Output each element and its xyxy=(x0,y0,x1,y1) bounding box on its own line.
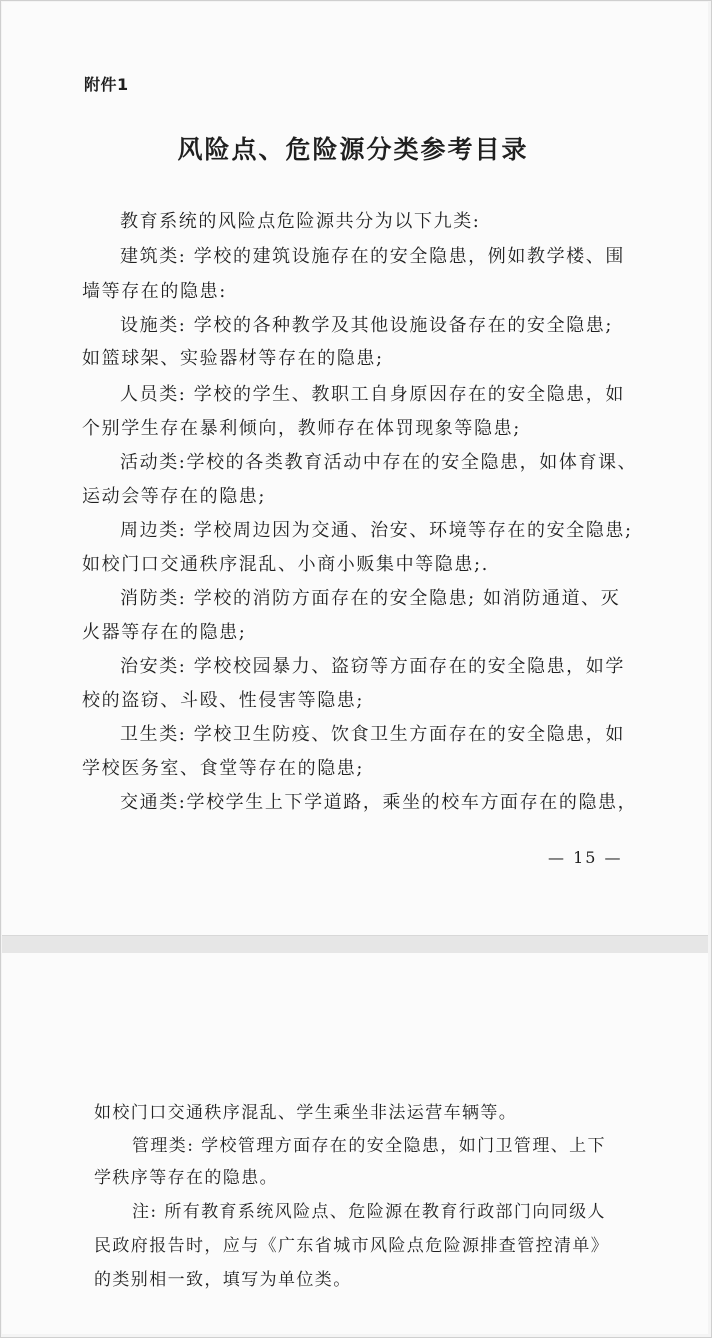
page-number: — 15 — xyxy=(548,848,623,867)
text-line: 如篮球架、实验器材等存在的隐患; xyxy=(82,348,384,369)
text-line: 学校医务室、食堂等存在的隐患; xyxy=(82,758,365,779)
document-page-16 xyxy=(2,953,708,1334)
text-line: 注: 所有教育系统风险点、危险源在教育行政部门向同级人 xyxy=(132,1202,606,1222)
text-line: 建筑类: 学校的建筑设施存在的安全隐患，例如教学楼、围 xyxy=(120,246,625,267)
text-line: 治安类: 学校校园暴力、盗窃等方面存在的安全隐患，如学 xyxy=(120,656,625,677)
text-line: 管理类: 学校管理方面存在的安全隐患，如门卫管理、上下 xyxy=(132,1136,606,1156)
document-title: 风险点、危险源分类参考目录 xyxy=(177,135,529,164)
document-page-15 xyxy=(2,2,708,935)
page-separator xyxy=(2,935,708,955)
intro-line: 教育系统的风险点危险源共分为以下九类: xyxy=(120,211,481,232)
text-line: 民政府报告时，应与《广东省城市风险点危险源排查管控清单》 xyxy=(94,1236,610,1256)
text-line: 如校门口交通秩序混乱、小商小贩集中等隐患;. xyxy=(82,554,489,575)
text-line: 个别学生存在暴利倾向，教师存在体罚现象等隐患; xyxy=(82,418,521,439)
text-line: 消防类: 学校的消防方面存在的安全隐患; 如消防通道、灭 xyxy=(120,588,621,609)
text-line: 校的盗窃、斗殴、性侵害等隐患; xyxy=(82,690,365,711)
text-line: 活动类:学校的各类教育活动中存在的安全隐患，如体育课、 xyxy=(120,452,638,473)
text-line: 设施类: 学校的各种教学及其他设施设备存在的安全隐患; xyxy=(120,315,614,336)
text-line: 人员类: 学校的学生、教职工自身原因存在的安全隐患，如 xyxy=(120,384,625,405)
text-line: 的类别相一致，填写为单位类。 xyxy=(94,1270,352,1290)
attachment-label: 附件1 xyxy=(84,75,129,94)
text-line: 卫生类: 学校卫生防疫、饮食卫生方面存在的安全隐患，如 xyxy=(120,724,625,745)
text-line: 墙等存在的隐患: xyxy=(82,281,227,302)
text-line: 如校门口交通秩序混乱、学生乘坐非法运营车辆等。 xyxy=(94,1103,518,1123)
text-line: 周边类: 学校周边因为交通、治安、环境等存在的安全隐患; xyxy=(120,520,633,541)
text-line: 学秩序等存在的隐患。 xyxy=(94,1168,278,1188)
text-line: 运动会等存在的隐患; xyxy=(82,486,267,507)
text-line: 交通类:学校学生上下学道路，乘坐的校车方面存在的隐患， xyxy=(120,792,638,813)
text-line: 火器等存在的隐患; xyxy=(82,622,247,643)
